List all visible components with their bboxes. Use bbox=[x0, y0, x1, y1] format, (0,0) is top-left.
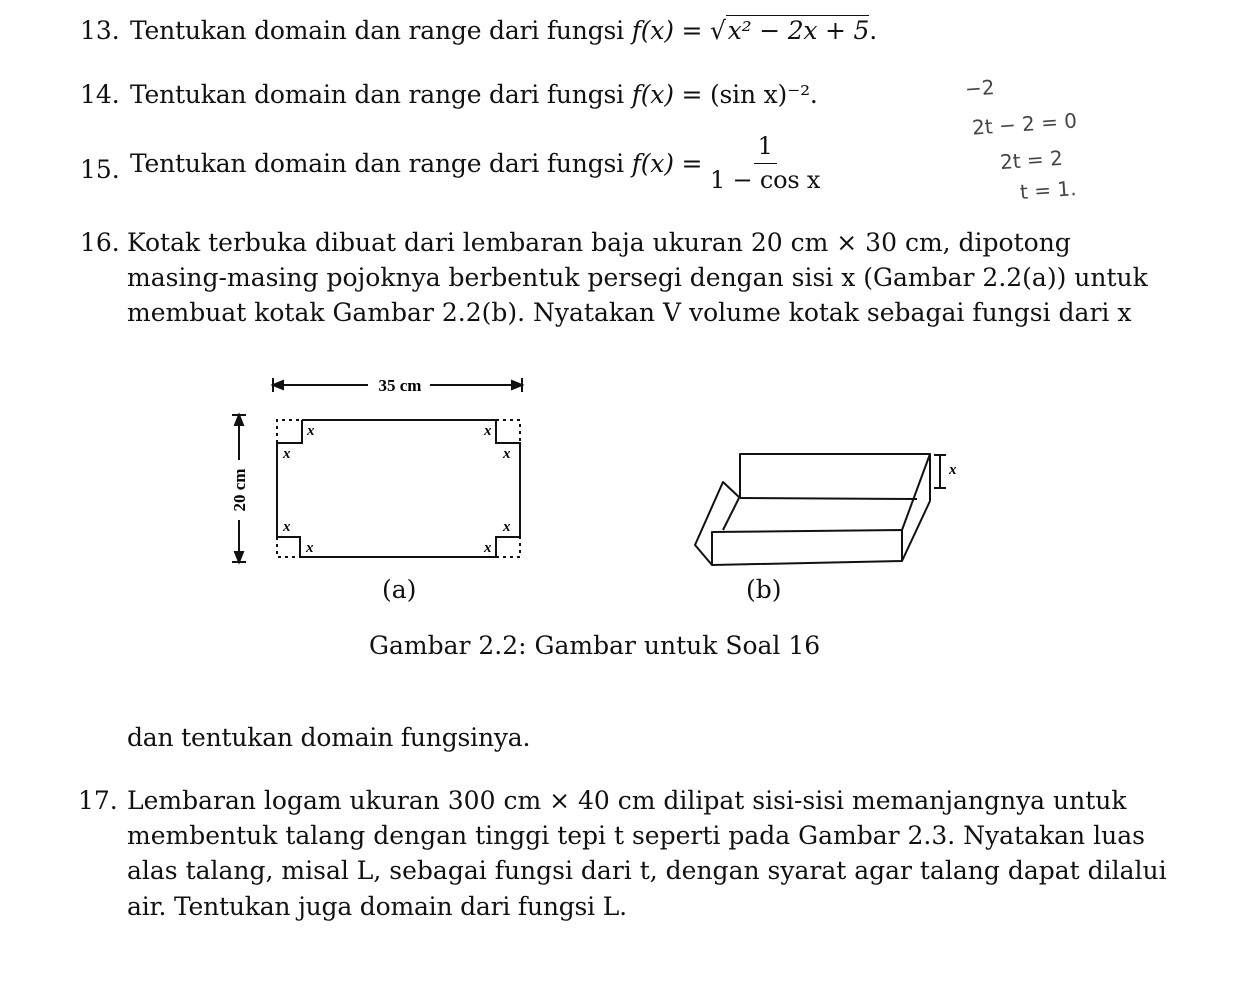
problem-14 bbox=[130, 80, 818, 109]
handwritten-note-1: −2 bbox=[964, 75, 996, 101]
problem-16-continuation: dan tentukan domain fungsinya. bbox=[127, 723, 531, 752]
problem-16-line-2: masing-masing pojoknya berbentuk persegi dengan sisi x (Gambar 2.2(a)) untuk bbox=[127, 263, 1148, 292]
problem-17-number: 17. bbox=[78, 786, 118, 815]
numerator: 1 bbox=[754, 132, 777, 164]
width-label: 35 cm bbox=[378, 376, 422, 395]
problem-14-rhs: (sin x)⁻² bbox=[710, 80, 810, 109]
figure-a-label: (a) bbox=[382, 575, 417, 604]
problem-15-number: 15. bbox=[80, 155, 120, 184]
problem-13-lhs: f(x) = bbox=[631, 16, 703, 45]
problem-15-text: Tentukan domain dan range dari fungsi bbox=[130, 148, 624, 178]
figure-a-sheet-diagram bbox=[220, 365, 540, 615]
figure-b-box-diagram bbox=[690, 445, 970, 575]
problem-15 bbox=[130, 132, 820, 195]
corner-label: x bbox=[484, 423, 492, 439]
corner-label: x bbox=[306, 540, 314, 556]
problem-13-text: Tentukan domain dan range dari fungsi bbox=[130, 16, 624, 45]
problem-15-lhs: f(x) = bbox=[631, 148, 703, 178]
sqrt-symbol: √ bbox=[710, 16, 726, 45]
problem-13-number: 13. bbox=[80, 16, 120, 45]
problem-15-fraction bbox=[710, 132, 820, 195]
corner-label: x bbox=[484, 540, 492, 556]
height-label: 20 cm bbox=[230, 468, 249, 512]
handwritten-note-2: 2t − 2 = 0 bbox=[971, 108, 1078, 140]
problem-13-radicand: x² − 2x + 5 bbox=[727, 16, 870, 45]
problem-17-line-1: Lembaran logam ukuran 300 cm × 40 cm dilipat sisi-sisi memanjangnya untuk bbox=[127, 786, 1127, 815]
problem-14-text: Tentukan domain dan range dari fungsi bbox=[130, 80, 624, 109]
handwritten-note-3: 2t = 2 bbox=[999, 145, 1064, 175]
period: . bbox=[809, 80, 818, 109]
problem-14-number: 14. bbox=[80, 80, 120, 109]
figure-b-label: (b) bbox=[746, 575, 782, 604]
problem-13 bbox=[130, 16, 877, 45]
corner-label: x bbox=[503, 519, 511, 535]
problem-16-number: 16. bbox=[80, 228, 120, 257]
corner-label: x bbox=[307, 423, 315, 439]
problem-14-lhs: f(x) = bbox=[631, 80, 703, 109]
corner-label: x bbox=[503, 446, 511, 462]
problem-17-line-4: air. Tentukan juga domain dari fungsi L. bbox=[127, 892, 627, 921]
denominator: 1 − cos x bbox=[710, 165, 821, 194]
problem-17-line-2: membentuk talang dengan tinggi tepi t seperti pada Gambar 2.3. Nyatakan luas bbox=[127, 821, 1145, 850]
corner-label: x bbox=[283, 446, 291, 462]
problem-16-line-1: Kotak terbuka dibuat dari lembaran baja ukuran 20 cm × 30 cm, dipotong bbox=[127, 228, 1071, 257]
handwritten-note-4: t = 1. bbox=[1019, 176, 1078, 204]
problem-16-line-3: membuat kotak Gambar 2.2(b). Nyatakan V volume kotak sebagai fungsi dari x bbox=[127, 298, 1132, 327]
problem-17-line-3: alas talang, misal L, sebagai fungsi dari t, dengan syarat agar talang dapat dilalui bbox=[127, 856, 1167, 885]
box-height-label: x bbox=[949, 462, 957, 478]
corner-label: x bbox=[283, 519, 291, 535]
period: . bbox=[869, 16, 877, 45]
figure-caption: Gambar 2.2: Gambar untuk Soal 16 bbox=[369, 631, 821, 660]
